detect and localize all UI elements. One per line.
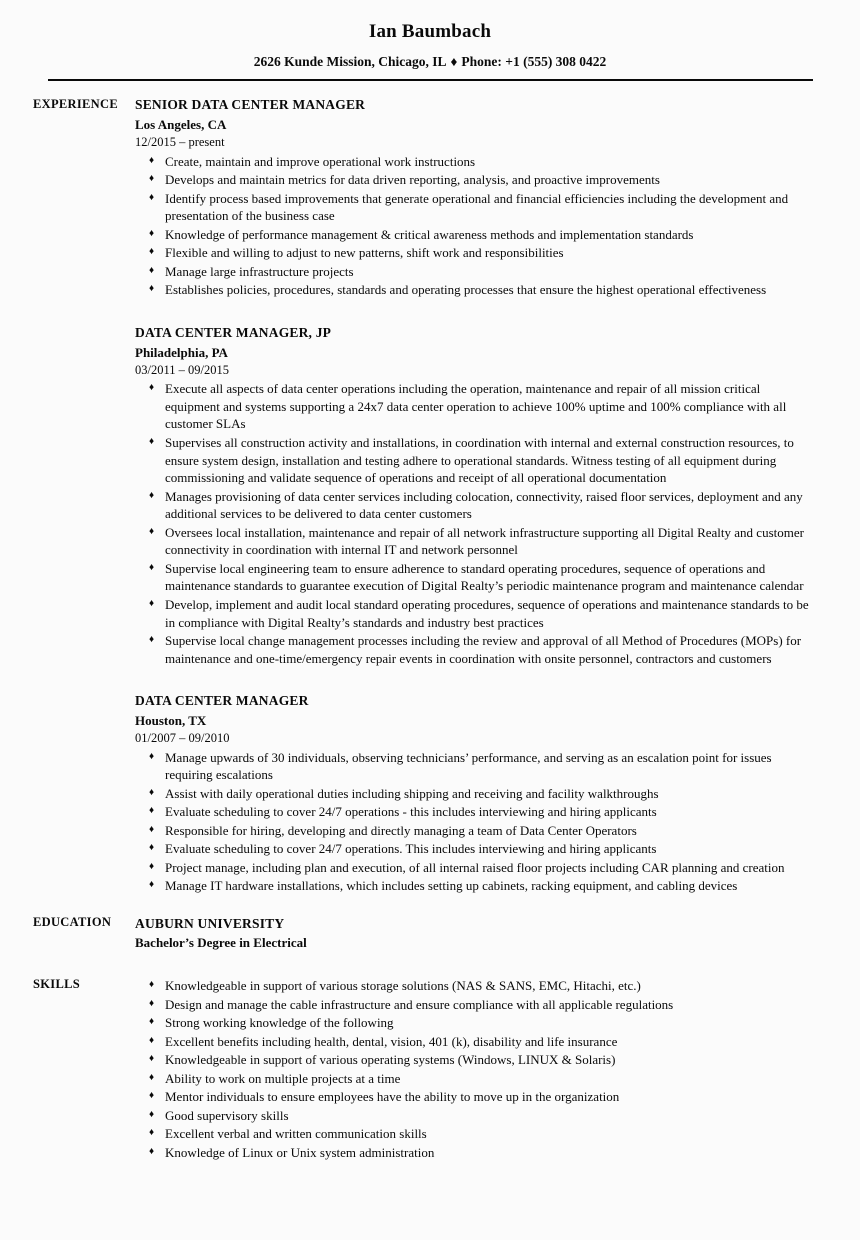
job-dates: 01/2007 – 09/2010 <box>135 730 230 745</box>
job-bullet: ♦ Supervises all construction activity and installations, in coordination with internal and external construction resources, to ensure system design, installation and testing adhere to operational standards. Witness testing of all equipment during commissioning and validate sequence of operations and receipt of all operational documentation <box>135 434 810 487</box>
job-bullet: ♦ Identify process based improvements that generate operational and financial efficiencies including the development and presentation of the business case <box>135 190 810 225</box>
skill-bullet: ♦ Good supervisory skills <box>135 1107 810 1125</box>
job-dates: 12/2015 – present <box>135 135 225 149</box>
job-bullet: ♦ Evaluate scheduling to cover 24/7 operations - this includes interviewing and hiring applicants <box>135 803 810 821</box>
skill-bullet: ♦ Strong working knowledge of the following <box>135 1014 810 1032</box>
skill-bullet: ♦ Knowledgeable in support of various storage solutions (NAS & SANS, EMC, Hitachi, etc.) <box>135 977 810 995</box>
job-bullet: ♦ Develops and maintain metrics for data driven reporting, analysis, and proactive improvements <box>135 171 810 189</box>
education-section-label: EDUCATION <box>33 914 112 929</box>
skills-entries <box>135 976 860 1161</box>
education-item <box>135 915 810 952</box>
degree-name: Bachelor’s Degree in Electrical <box>135 935 307 951</box>
job-bullet: ♦ Flexible and willing to adjust to new patterns, shift work and responsibilities <box>135 244 810 262</box>
job-bullet-list <box>135 153 810 299</box>
job-location: Philadelphia, PA <box>135 344 228 360</box>
contact-line <box>0 55 860 70</box>
job-bullet: ♦ Oversees local installation, maintenance and repair of all network infrastructure supporting all Digital Realty and customer connectivity in coordination with internal IT and network personnel <box>135 524 810 559</box>
candidate-name: Ian Baumbach <box>368 21 492 42</box>
job-bullet: ♦ Execute all aspects of data center operations including the operation, maintenance and repair of all mission critical equipment and systems supporting a 24x7 data center operation to achieve 100% uptime and 100% compliance with all customer SLAs <box>135 380 810 433</box>
job-location: Los Angeles, CA <box>135 117 227 133</box>
job-bullet: ♦ Establishes policies, procedures, standards and operating processes that ensure the highest operational effectiveness <box>135 281 810 299</box>
experience-section-label: EXPERIENCE <box>33 97 118 112</box>
header-divider <box>48 79 813 82</box>
job-bullet: ♦ Develop, implement and audit local standard operating procedures, sequence of operations and maintenance standards to be in compliance with Digital Realty’s standards and industry best practices <box>135 596 810 631</box>
job-bullet: ♦ Supervise local engineering team to ensure adherence to standard operating procedures, sequence of operations and maintenance standards to guarantee execution of Digital Realty’s periodic maintenance program and maintenance calendar <box>135 560 810 595</box>
job-bullet: ♦ Manage large infrastructure projects <box>135 263 810 281</box>
skills-bullet-list <box>135 977 810 1161</box>
resume-header <box>0 0 860 81</box>
experience-entries <box>135 97 860 895</box>
job-bullet: ♦ Responsible for hiring, developing and directly managing a team of Data Center Operators <box>135 822 810 840</box>
job-bullet-list <box>135 749 810 895</box>
education-entries <box>135 915 860 952</box>
skills-section <box>0 976 860 1161</box>
job-title: DATA CENTER MANAGER, JP <box>135 325 332 340</box>
skill-bullet: ♦ Ability to work on multiple projects at a time <box>135 1070 810 1088</box>
skill-bullet: ♦ Knowledge of Linux or Unix system administration <box>135 1144 810 1162</box>
job-bullet: ♦ Knowledge of performance management & critical awareness methods and implementation standards <box>135 226 810 244</box>
education-section <box>0 915 860 952</box>
job-title: SENIOR DATA CENTER MANAGER <box>135 97 366 113</box>
job-bullet: ♦ Manage IT hardware installations, which includes setting up cabinets, racking equipment, and cabling devices <box>135 877 810 895</box>
experience-item <box>135 693 810 895</box>
job-title: DATA CENTER MANAGER <box>135 693 309 709</box>
job-dates: 03/2011 – 09/2015 <box>135 362 229 377</box>
skills-section-label: SKILLS <box>33 977 80 991</box>
job-bullet: ♦ Supervise local change management processes including the review and approval of all Method of Procedures (MOPs) for maintenance and one-time/emergency repair events in coordination with onsite personnel, contractors and customers <box>135 632 810 667</box>
skill-bullet: ♦ Knowledgeable in support of various operating systems (Windows, LINUX & Solaris) <box>135 1051 810 1069</box>
job-bullet: ♦ Evaluate scheduling to cover 24/7 operations. This includes interviewing and hiring applicants <box>135 840 810 858</box>
experience-item <box>135 97 810 299</box>
job-bullet-list <box>135 380 810 667</box>
job-bullet: ♦ Assist with daily operational duties including shipping and receiving and facility walkthroughs <box>135 785 810 803</box>
experience-section <box>0 97 860 895</box>
skill-bullet: ♦ Excellent benefits including health, dental, vision, 401 (k), disability and life insurance <box>135 1033 810 1051</box>
diamond-separator-icon: ♦ <box>450 53 458 69</box>
job-bullet: ♦ Manages provisioning of data center services including colocation, connectivity, raised floor services, deployment and any additional services to be delivered to data center customers <box>135 488 810 523</box>
contact-phone: Phone: +1 (555) 308 0422 <box>461 53 607 69</box>
job-bullet: ♦ Create, maintain and improve operational work instructions <box>135 153 810 171</box>
job-location: Houston, TX <box>135 713 207 729</box>
job-bullet: ♦ Project manage, including plan and execution, of all internal raised floor projects including CAR planning and creation <box>135 859 810 877</box>
job-bullet: ♦ Manage upwards of 30 individuals, observing technicians’ performance, and serving as an escalation point for issues requiring escalations <box>135 749 810 784</box>
skill-bullet: ♦ Design and manage the cable infrastructure and ensure compliance with all applicable regulations <box>135 996 810 1014</box>
skill-bullet: ♦ Mentor individuals to ensure employees have the ability to move up in the organization <box>135 1088 810 1106</box>
experience-item <box>135 325 810 667</box>
skill-bullet: ♦ Excellent verbal and written communication skills <box>135 1125 810 1143</box>
contact-address: 2626 Kunde Mission, Chicago, IL <box>253 53 447 69</box>
school-name: AUBURN UNIVERSITY <box>135 915 285 931</box>
